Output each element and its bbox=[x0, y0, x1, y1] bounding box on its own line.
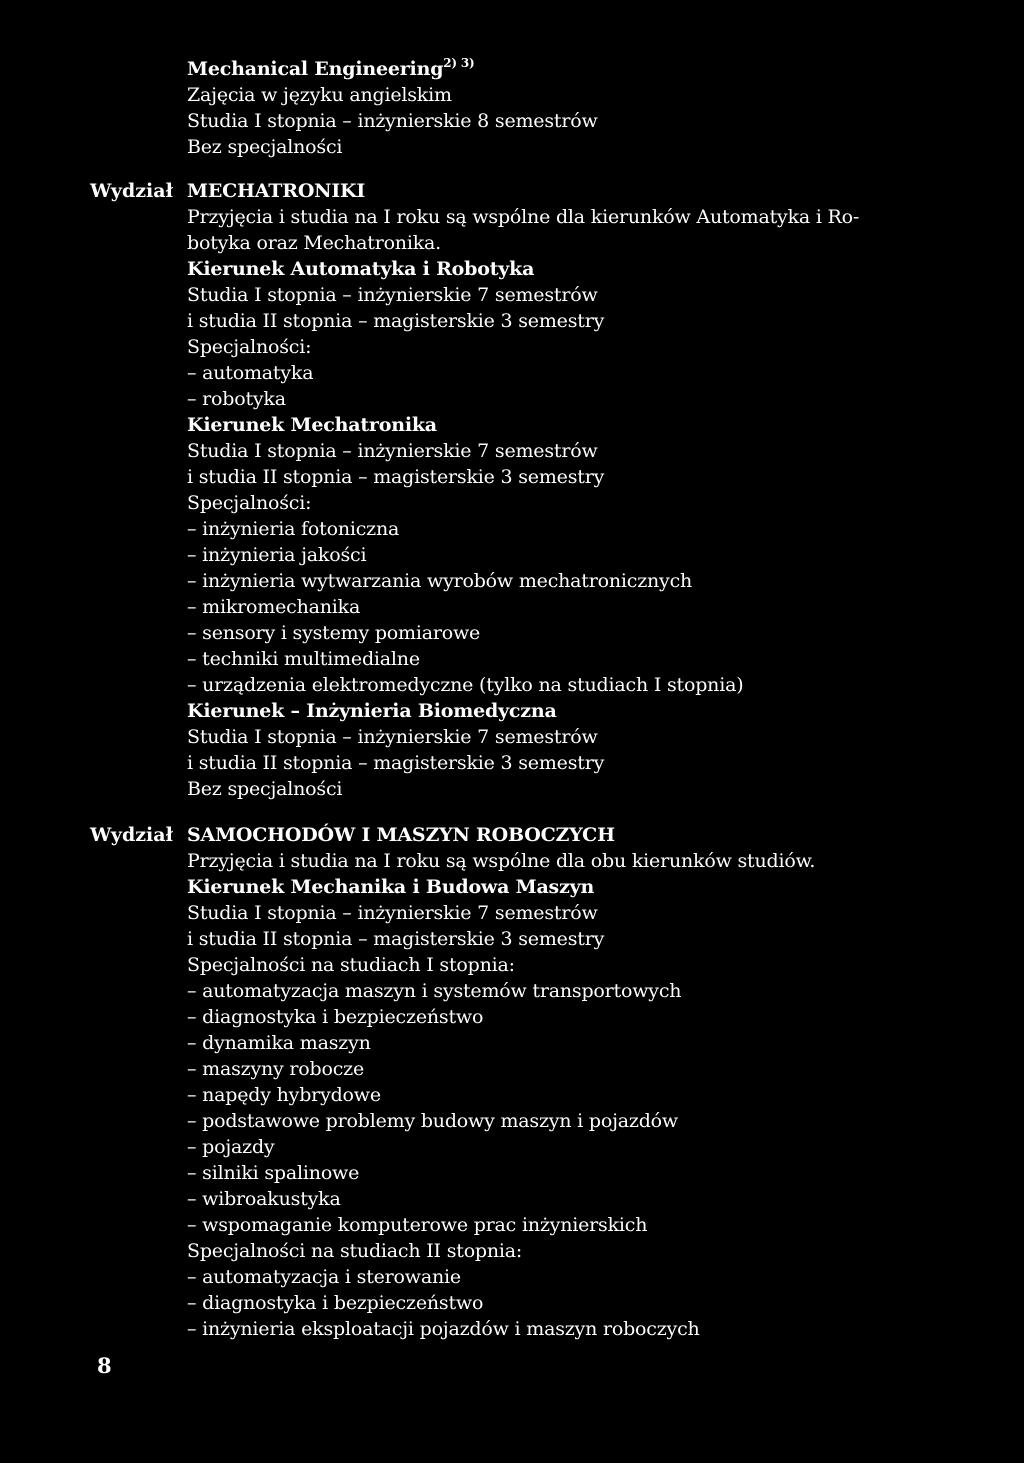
text-line: Studia I stopnia – inżynierskie 8 semestrów bbox=[187, 110, 598, 132]
list-item: – sensory i systemy pomiarowe bbox=[187, 622, 481, 644]
list-item: – urządzenia elektromedyczne (tylko na studiach I stopnia) bbox=[187, 674, 744, 696]
list-item: – pojazdy bbox=[187, 1136, 275, 1158]
faculty-mechatroniki bbox=[90, 178, 947, 802]
program-mechanika bbox=[187, 874, 947, 1342]
list-item: – robotyka bbox=[187, 388, 286, 410]
faculty-intro: Przyjęcia i studia na I roku są wspólne dla obu kierunków studiów. bbox=[187, 850, 816, 872]
text-line: Specjalności: bbox=[187, 336, 312, 358]
text-line: i studia II stopnia – magisterskie 3 semestry bbox=[187, 310, 605, 332]
page-content bbox=[90, 56, 947, 1342]
list-item: – silniki spalinowe bbox=[187, 1162, 360, 1184]
list-item: – napędy hybrydowe bbox=[187, 1084, 381, 1106]
program-title: Kierunek Mechanika i Budowa Maszyn bbox=[187, 876, 595, 898]
list-item: – inżynieria eksploatacji pojazdów i maszyn roboczych bbox=[187, 1318, 700, 1340]
text-line: Studia I stopnia – inżynierskie 7 semestrów bbox=[187, 726, 598, 748]
footnote-marker: 2) 3) bbox=[443, 56, 475, 70]
program-title: Kierunek Mechatronika bbox=[187, 414, 437, 436]
text-line: Specjalności na studiach I stopnia: bbox=[187, 954, 515, 976]
faculty-label: Wydział bbox=[90, 824, 173, 846]
list-item: – wibroakustyka bbox=[187, 1188, 341, 1210]
title-text: Mechanical Engineering bbox=[187, 58, 444, 80]
text-line: Bez specjalności bbox=[187, 778, 343, 800]
list-item: – mikromechanika bbox=[187, 596, 361, 618]
list-item: – dynamika maszyn bbox=[187, 1032, 371, 1054]
faculty-intro-line-1: Przyjęcia i studia na I roku są wspólne dla kierunków Automatyka i Ro- bbox=[187, 206, 860, 228]
faculty-label: Wydział bbox=[90, 180, 173, 202]
list-item: – inżynieria jakości bbox=[187, 544, 367, 566]
faculty-intro-line-2: botyka oraz Mechatronika. bbox=[187, 232, 442, 254]
program-biomedyczna bbox=[187, 698, 947, 802]
text-line: Specjalności na studiach II stopnia: bbox=[187, 1240, 523, 1262]
page-number: 8 bbox=[97, 1353, 112, 1378]
list-item: – automatyzacja i sterowanie bbox=[187, 1266, 461, 1288]
text-line: Bez specjalności bbox=[187, 136, 343, 158]
list-item: – techniki multimedialne bbox=[187, 648, 420, 670]
text-line: i studia II stopnia – magisterskie 3 semestry bbox=[187, 928, 605, 950]
program-title: Kierunek Automatyka i Robotyka bbox=[187, 258, 535, 280]
list-item: – diagnostyka i bezpieczeństwo bbox=[187, 1292, 484, 1314]
text-line: i studia II stopnia – magisterskie 3 semestry bbox=[187, 752, 605, 774]
faculty-samochodow bbox=[90, 822, 947, 1342]
list-item: – diagnostyka i bezpieczeństwo bbox=[187, 1006, 484, 1028]
faculty-name: MECHATRONIKI bbox=[187, 180, 366, 202]
list-item: – automatyka bbox=[187, 362, 314, 384]
text-line: Studia I stopnia – inżynierskie 7 semestrów bbox=[187, 440, 598, 462]
text-line: i studia II stopnia – magisterskie 3 semestry bbox=[187, 466, 605, 488]
text-line: Specjalności: bbox=[187, 492, 312, 514]
program-mechatronika bbox=[187, 412, 947, 698]
section-mechanical-engineering bbox=[187, 56, 947, 160]
list-item: – podstawowe problemy budowy maszyn i pojazdów bbox=[187, 1110, 678, 1132]
list-item: – maszyny robocze bbox=[187, 1058, 365, 1080]
faculty-name: SAMOCHODÓW I MASZYN ROBOCZYCH bbox=[187, 824, 615, 846]
list-item: – automatyzacja maszyn i systemów transportowych bbox=[187, 980, 682, 1002]
list-item: – inżynieria wytwarzania wyrobów mechatronicznych bbox=[187, 570, 693, 592]
section-title bbox=[187, 56, 947, 82]
text-line: Zajęcia w języku angielskim bbox=[187, 84, 452, 106]
program-automatyka bbox=[187, 256, 947, 412]
text-line: Studia I stopnia – inżynierskie 7 semestrów bbox=[187, 284, 598, 306]
list-item: – wspomaganie komputerowe prac inżynierskich bbox=[187, 1214, 648, 1236]
program-title: Kierunek – Inżynieria Biomedyczna bbox=[187, 700, 557, 722]
list-item: – inżynieria fotoniczna bbox=[187, 518, 400, 540]
text-line: Studia I stopnia – inżynierskie 7 semestrów bbox=[187, 902, 598, 924]
